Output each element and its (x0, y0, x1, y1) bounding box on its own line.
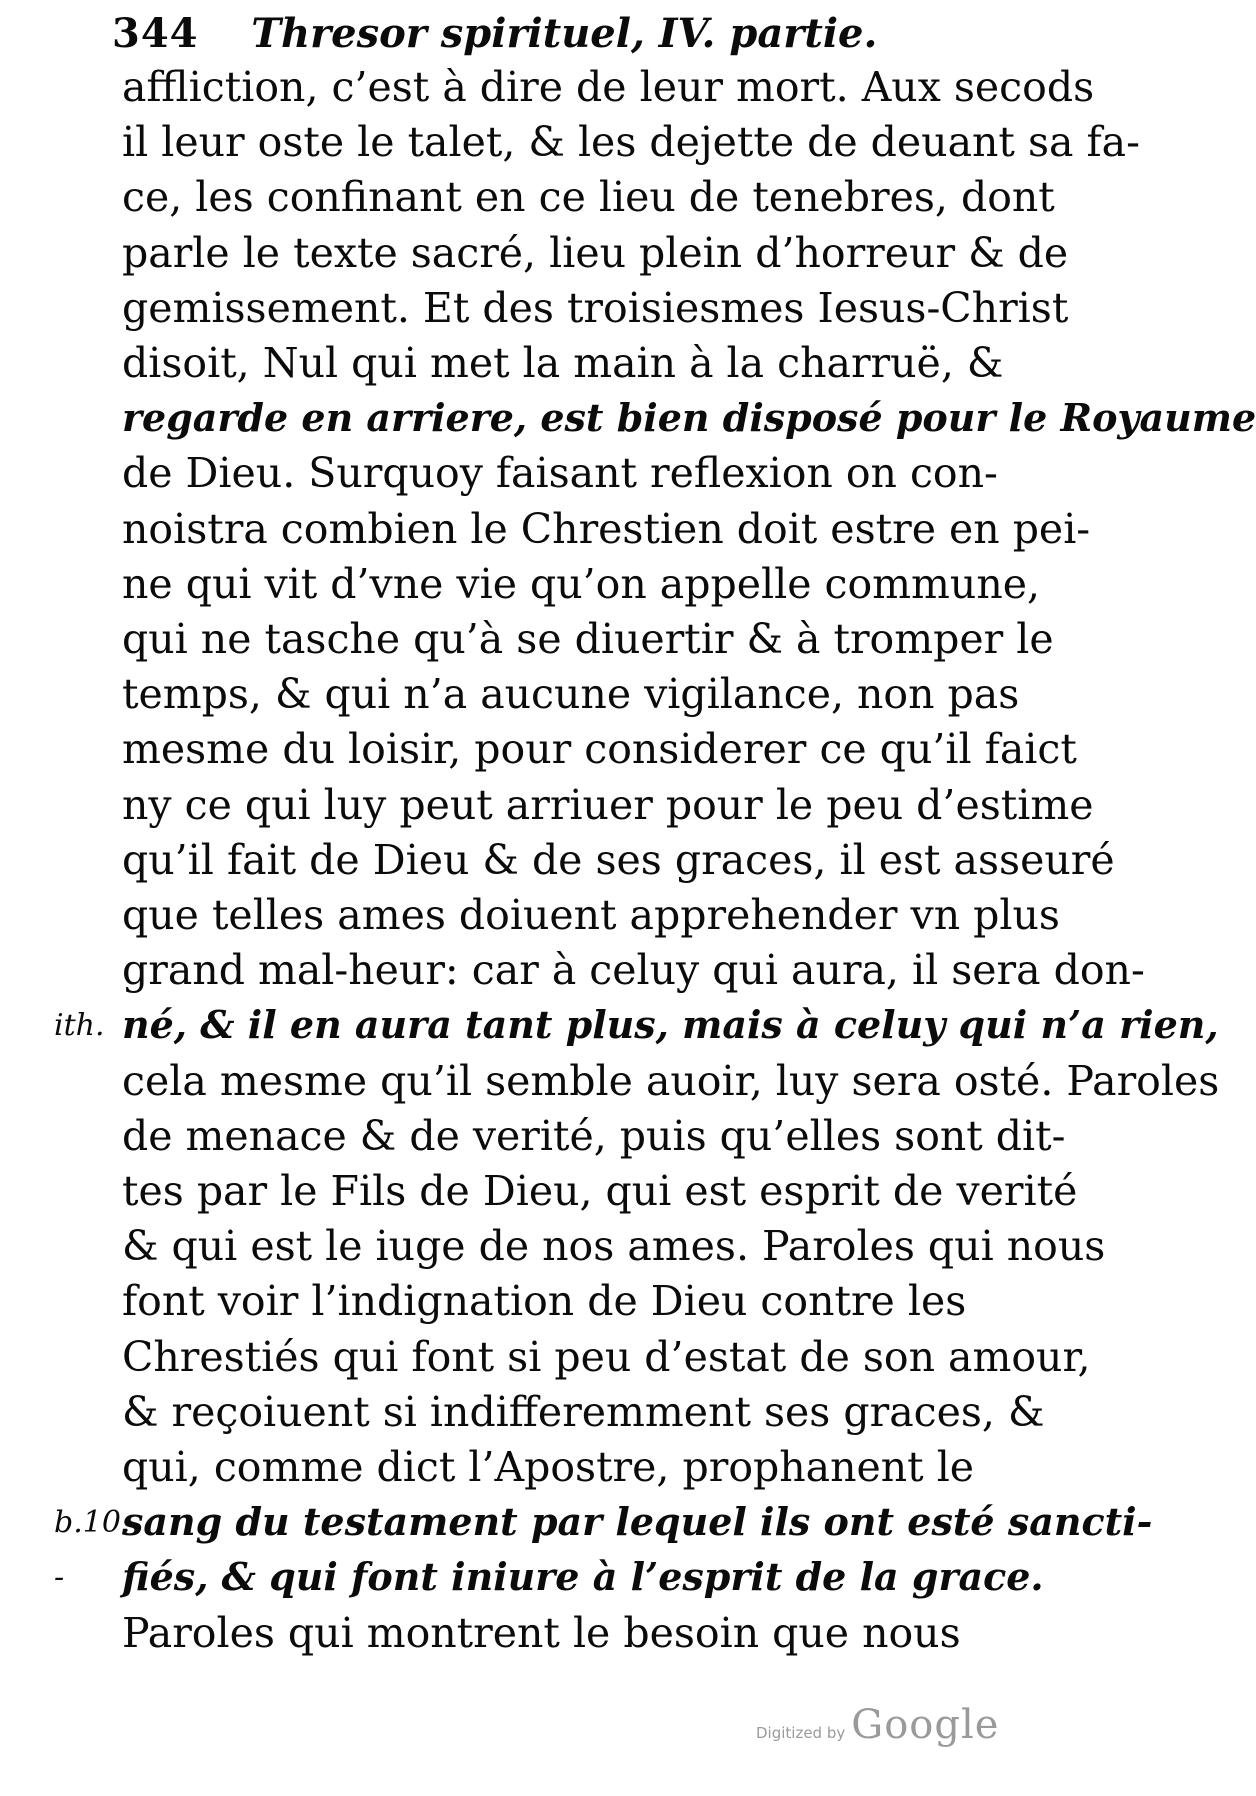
text-line: ne qui vit d’vne vie qu’on appelle commune, (122, 559, 1041, 608)
text-line: qu’il fait de Dieu & de ses graces, il est asseuré (122, 835, 1115, 884)
text-line: que telles ames doiuent apprehender vn plus (122, 891, 1060, 939)
text-line: qui ne tasche qu’à se diuertir & à tromper le (122, 615, 1054, 663)
text-line: gemissement. Et des troisiesmes Iesus-Christ (122, 283, 1069, 332)
text-line: il leur oste le talet, & les dejette de deuant sa fa- (122, 118, 1140, 167)
text-line: sang du testament par lequel ils ont esté sancti- (122, 1499, 1153, 1545)
margin-note: ith. (54, 1008, 105, 1044)
margin-note: b.10. (54, 1505, 131, 1541)
watermark-small-text: Digitized by (756, 1724, 846, 1742)
text-line: regarde en arriere, est bien disposé pour le Royaume (122, 395, 1256, 441)
text-line: & reçoiuent si indifferemment ses graces, & (122, 1387, 1045, 1436)
text-line: Paroles qui montrent le besoin que nous (122, 1608, 961, 1657)
text-line: ce, les confinant en ce lieu de tenebres, dont (122, 173, 1055, 222)
text-line: affliction, c’est à dire de leur mort. Aux secods (122, 63, 1095, 111)
page-number: 344 (112, 10, 199, 57)
text-line: de Dieu. Surquoy faisant reflexion on con- (122, 449, 998, 498)
text-line: né, & il en aura tant plus, mais à celuy qui n’a rien, (122, 1002, 1219, 1048)
text-line: qui, comme dict l’Apostre, prophanent le (122, 1443, 975, 1491)
text-line: disoit, Nul qui met la main à la charruë, & (122, 339, 1004, 387)
margin-note: - (54, 1560, 65, 1596)
text-line: font voir l’indignation de Dieu contre les (122, 1277, 967, 1326)
text-line: mesme du loisir, pour considerer ce qu’il faict (122, 725, 1077, 774)
text-line: tes par le Fils de Dieu, qui est esprit de verité (122, 1167, 1078, 1215)
text-line: cela mesme qu’il semble auoir, luy sera osté. Paroles (122, 1056, 1220, 1105)
text-line: grand mal-heur: car à celuy qui aura, il sera don- (122, 946, 1145, 995)
text-line: fiés, & qui font iniure à l’esprit de la grace. (122, 1554, 1044, 1600)
text-line: ny ce qui luy peut arriuer pour le peu d’estime (122, 780, 1094, 829)
text-line: parle le texte sacré, lieu plein d’horreur & de (122, 228, 1069, 277)
running-title: Thresor spirituel, IV. partie. (251, 10, 878, 57)
text-line: noistra combien le Chrestien doit estre en pei- (122, 504, 1091, 553)
text-line: de menace & de verité, puis qu’elles sont dit- (122, 1111, 1066, 1160)
page-header (112, 6, 1072, 62)
text-line: temps, & qui n’a aucune vigilance, non pas (122, 670, 1020, 719)
text-line: & qui est le iuge de nos ames. Paroles qui nous (122, 1222, 1106, 1271)
watermark-logo: Google (851, 1702, 1000, 1748)
digitized-watermark (756, 1702, 1016, 1762)
text-line: Chrestiés qui font si peu d’estat de son amour, (122, 1332, 1091, 1381)
